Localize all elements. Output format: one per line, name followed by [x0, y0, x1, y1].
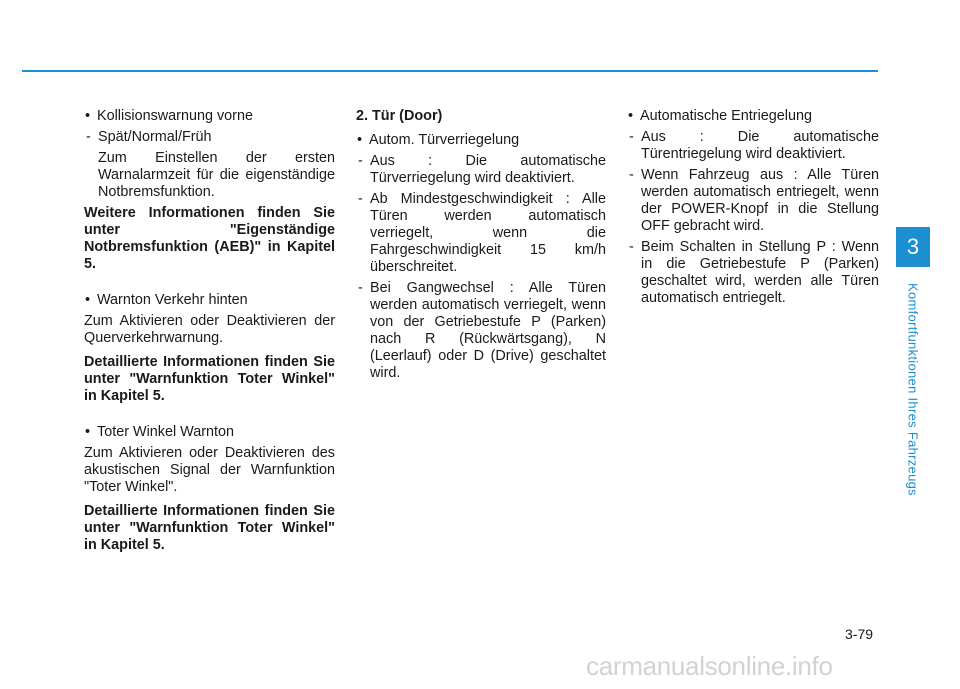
page-number: 3-79: [845, 626, 874, 642]
column-left: [84, 108, 335, 561]
chapter-tab: [896, 227, 930, 267]
header-rule: [22, 70, 878, 72]
option-unlock-shift-p: - Beim Schalten in Stellung P : Wenn in die Getriebestufe P (Parken) geschaltet wird, werden alle Türen automatisch entriegelt.: [627, 239, 879, 307]
watermark: carmanualsonline.info: [586, 651, 833, 681]
reference-aeb: Weitere Informationen finden Sie unter "Eigenständige Notbremsfunktion (AEB)" in Kapitel 5.: [84, 205, 335, 272]
option-timing: - Spät/Normal/Früh: [84, 129, 335, 146]
chapter-title: Komfortfunktionen Ihres Fahrzeugs: [905, 282, 921, 496]
section-heading-door: 2. Tür (Door): [356, 108, 443, 124]
chapter-number: 3: [906, 234, 920, 259]
list-item-rear-traffic: • Warnton Verkehr hinten: [84, 292, 335, 309]
list-item-auto-lock: • Autom. Türverriegelung: [356, 132, 606, 149]
description-rear-traffic: Zum Aktivieren oder Deaktivieren der Querverkehrwarnung.: [84, 313, 335, 346]
option-unlock-vehicle-off: - Wenn Fahrzeug aus : Alle Türen werden automatisch entriegelt, wenn der POWER-Knopf in die Stellung OFF gebracht wird.: [627, 167, 879, 235]
column-right: [627, 108, 879, 311]
description-blind-spot-sound: Zum Aktivieren oder Deaktivieren des akustischen Signal der Warnfunktion "Toter Winkel".: [84, 445, 335, 495]
description-collision-warning: Zum Einstellen der ersten Warnalarmzeit für die eigenständige Notbremsfunktion.: [98, 150, 335, 200]
list-item-auto-unlock: • Automatische Entriegelung: [627, 108, 879, 125]
option-lock-shift: - Bei Gangwechsel : Alle Türen werden automatisch verriegelt, wenn von der Getriebestufe P (Parken) nach R (Rückwärtsgang), N (Leerlauf) oder D (Drive) geschaltet wird.: [356, 280, 606, 382]
option-lock-speed: - Ab Mindestgeschwindigkeit : Alle Türen werden automatisch verriegelt, wenn die Fahrgeschwindigkeit 15 km/h überschreitet.: [356, 191, 606, 276]
option-unlock-off: - Aus : Die automatische Türentriegelung wird deaktiviert.: [627, 129, 879, 163]
option-lock-off: - Aus : Die automatische Türverriegelung wird deaktiviert.: [356, 153, 606, 187]
reference-blind-spot-2: Detaillierte Informationen finden Sie unter "Warnfunktion Toter Winkel" in Kapitel 5.: [84, 503, 335, 553]
reference-blind-spot-1: Detaillierte Informationen finden Sie unter "Warnfunktion Toter Winkel" in Kapitel 5.: [84, 354, 335, 404]
chapter-title-vertical: [896, 278, 930, 500]
list-item-collision-warning: • Kollisionswarnung vorne: [84, 108, 335, 125]
column-middle: [356, 108, 606, 386]
list-item-blind-spot-sound: • Toter Winkel Warnton: [84, 424, 335, 441]
